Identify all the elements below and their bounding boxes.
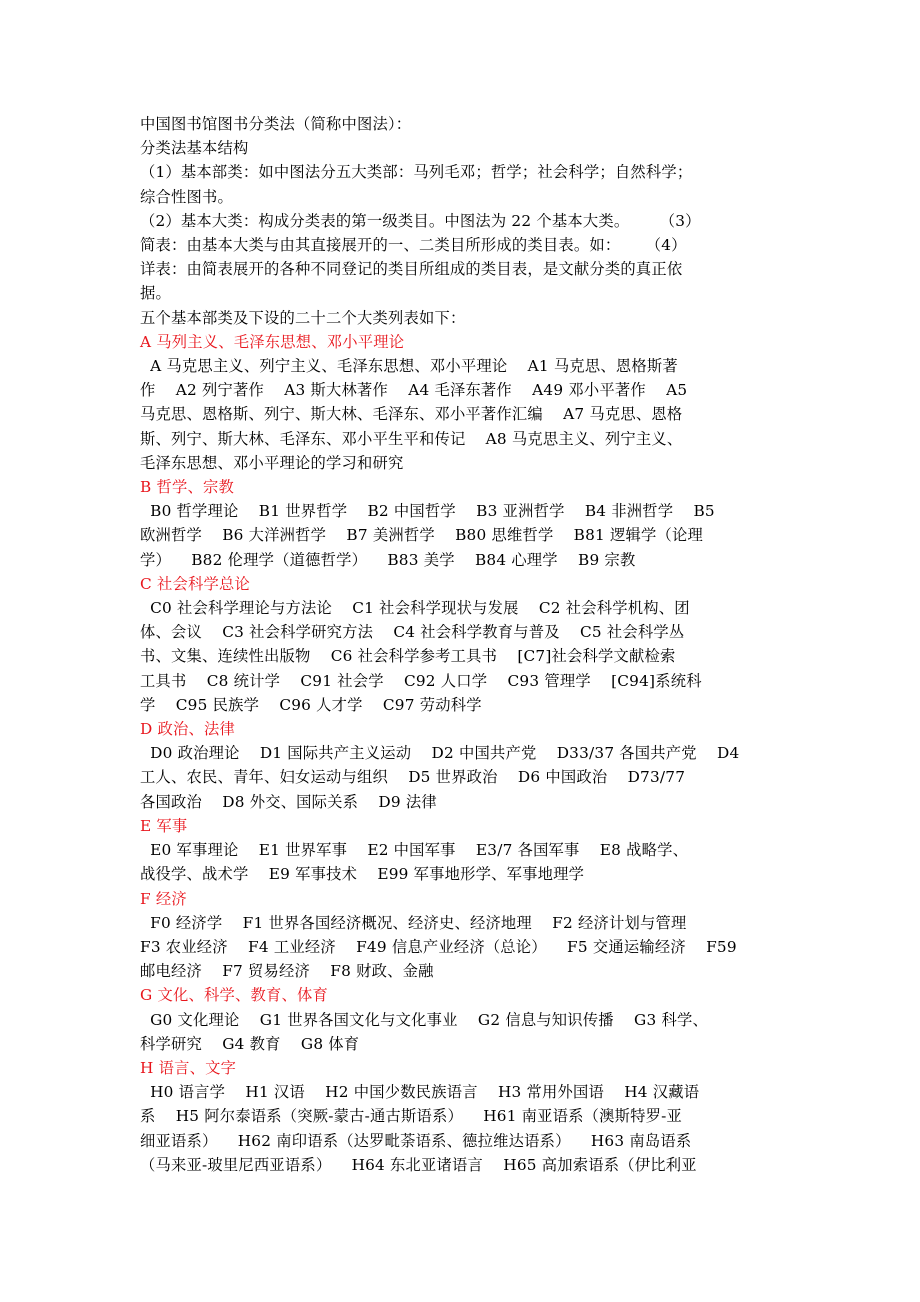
section-heading-a: A 马列主义、毛泽东思想、邓小平理论 — [140, 332, 405, 351]
section-d-line-1: D0 政治理论 D1 国际共产主义运动 D2 中国共产党 D33/37 各国共产党 D4 — [140, 744, 740, 763]
doc-title: 中国图书馆图书分类法（简称中图法）： — [140, 115, 412, 133]
section-a-line-4: 斯、列宁、斯大林、毛泽东、邓小平生平和传记 A8 马克思主义、列宁主义、 — [140, 429, 683, 448]
section-heading-h: H 语言、文字 — [140, 1058, 237, 1077]
section-g-line-2: 科学研究 G4 教育 G8 体育 — [140, 1034, 360, 1053]
section-c-line-5: 学 C95 民族学 C96 人才学 C97 劳动科学 — [140, 695, 482, 714]
section-heading-f: F 经济 — [140, 889, 187, 908]
section-c-line-1: C0 社会科学理论与方法论 C1 社会科学现状与发展 C2 社会科学机构、团 — [140, 599, 690, 618]
section-g-line-1: G0 文化理论 G1 世界各国文化与文化事业 G2 信息与知识传播 G3 科学、 — [140, 1010, 708, 1029]
section-e-line-2: 战役学、战术学 E9 军事技术 E99 军事地形学、军事地理学 — [140, 865, 585, 884]
list-intro: 五个基本部类及下设的二十二个大类列表如下： — [140, 308, 466, 327]
section-e-line-1: E0 军事理论 E1 世界军事 E2 中国军事 E3/7 各国军事 E8 战略学、 — [140, 841, 689, 860]
para-1-line-2: 综合性图书。 — [140, 187, 233, 206]
para-2-line-1: （2）基本大类：构成分类表的第一级类目。中图法为 22 个基本大类。 （3） — [140, 211, 701, 230]
section-b-line-1: B0 哲学理论 B1 世界哲学 B2 中国哲学 B3 亚洲哲学 B4 非洲哲学 B5 — [140, 502, 715, 521]
section-a-line-3: 马克思、恩格斯、列宁、斯大林、毛泽东、邓小平著作汇编 A7 马克思、恩格 — [140, 405, 683, 424]
section-a-line-5: 毛泽东思想、邓小平理论的学习和研究 — [140, 453, 404, 472]
section-heading-b: B 哲学、宗教 — [140, 478, 234, 497]
section-h-line-1: H0 语言学 H1 汉语 H2 中国少数民族语言 H3 常用外国语 H4 汉藏语 — [140, 1083, 700, 1102]
section-f-line-2: F3 农业经济 F4 工业经济 F49 信息产业经济（总论） F5 交通运输经济 F59 — [140, 937, 737, 956]
section-a-line-1: A 马克思主义、列宁主义、毛泽东思想、邓小平理论 A1 马克思、恩格斯著 — [140, 357, 678, 376]
section-a-line-2: 作 A2 列宁著作 A3 斯大林著作 A4 毛泽东著作 A49 邓小平著作 A5 — [140, 381, 688, 400]
section-c-line-4: 工具书 C8 统计学 C91 社会学 C92 人口学 C93 管理学 [C94]系统科 — [140, 671, 702, 690]
doc-subtitle: 分类法基本结构 — [140, 139, 249, 158]
para-1-line-1: （1）基本部类：如中图法分五大类部：马列毛邓；哲学；社会科学；自然科学； — [140, 163, 693, 182]
section-c-line-2: 体、会议 C3 社会科学研究方法 C4 社会科学教育与普及 C5 社会科学丛 — [140, 623, 685, 642]
section-h-line-2: 系 H5 阿尔泰语系（突厥-蒙古-通古斯语系） H61 南亚语系（澳斯特罗-亚 — [140, 1107, 683, 1126]
section-h-line-4: （马来亚-玻里尼西亚语系） H64 东北亚诸语言 H65 高加索语系（伊比利亚 — [140, 1155, 697, 1174]
section-f-line-3: 邮电经济 F7 贸易经济 F8 财政、金融 — [140, 962, 434, 981]
section-b-line-3: 学） B82 伦理学（道德哲学） B83 美学 B84 心理学 B9 宗教 — [140, 550, 636, 569]
section-d-line-2: 工人、农民、青年、妇女运动与组织 D5 世界政治 D6 中国政治 D73/77 — [140, 768, 686, 787]
para-2-line-2: 简表：由基本大类与由其直接展开的一、二类目所形成的类目表。如： （4） — [140, 236, 687, 255]
section-h-line-3: 细亚语系） H62 南印语系（达罗毗荼语系、德拉维达语系） H63 南岛语系 — [140, 1131, 692, 1150]
section-heading-g: G 文化、科学、教育、体育 — [140, 986, 328, 1005]
section-f-line-1: F0 经济学 F1 世界各国经济概况、经济史、经济地理 F2 经济计划与管理 — [140, 913, 687, 932]
section-heading-d: D 政治、法律 — [140, 720, 236, 739]
document-page — [140, 112, 828, 1177]
section-heading-c: C 社会科学总论 — [140, 574, 250, 593]
para-2-line-4: 据。 — [140, 284, 171, 303]
section-c-line-3: 书、文集、连续性出版物 C6 社会科学参考工具书 [C7]社会科学文献检索 — [140, 647, 676, 666]
section-heading-e: E 军事 — [140, 816, 188, 835]
section-d-line-3: 各国政治 D8 外交、国际关系 D9 法律 — [140, 792, 437, 811]
para-2-line-3: 详表：由简表展开的各种不同登记的类目所组成的类目表，是文献分类的真正依 — [140, 260, 683, 279]
section-b-line-2: 欧洲哲学 B6 大洋洲哲学 B7 美洲哲学 B80 思维哲学 B81 逻辑学（论理 — [140, 526, 704, 545]
